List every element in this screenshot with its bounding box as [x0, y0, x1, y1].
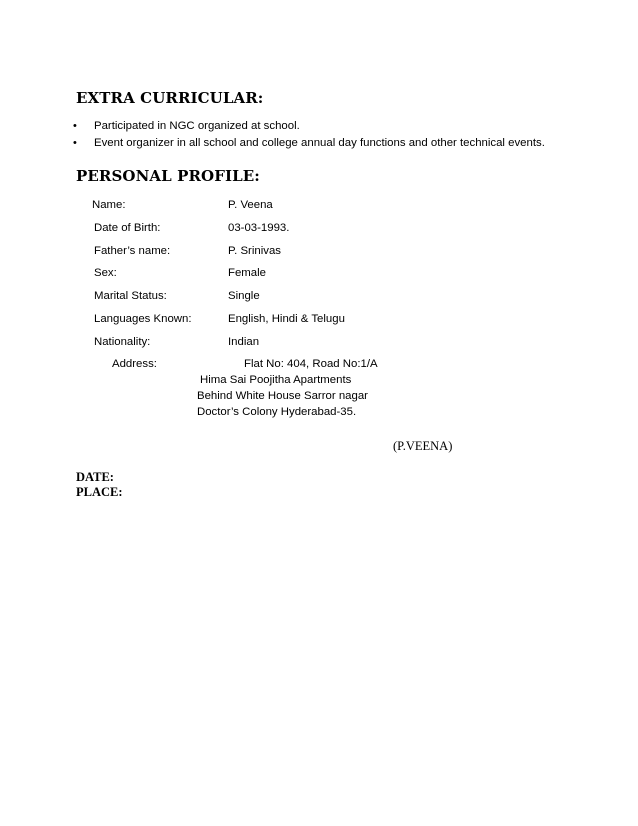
extra-curricular-list [64, 118, 545, 152]
profile-value: P. Srinivas [228, 245, 281, 257]
address-label: Address: [112, 358, 157, 370]
list-item-text: Event organizer in all school and college annual day functions and other technical events. [94, 137, 545, 149]
profile-value: P. Veena [228, 199, 273, 211]
list-item [64, 135, 545, 152]
place-label: PLACE: [76, 485, 123, 499]
address-line: Behind White House Sarror nagar [197, 390, 368, 402]
profile-label: Marital Status: [94, 290, 167, 302]
extra-curricular-heading: EXTRA CURRICULAR: [76, 89, 264, 107]
profile-label: Sex: [94, 267, 117, 279]
profile-value: Female [228, 267, 266, 279]
personal-profile-heading: PERSONAL PROFILE: [76, 167, 260, 185]
signature-name: (P.VEENA) [393, 439, 453, 453]
profile-label: Nationality: [94, 336, 151, 348]
profile-value: Indian [228, 336, 260, 348]
list-item-text: Participated in NGC organized at school. [94, 120, 300, 132]
list-item [64, 118, 545, 135]
bullet-icon: • [73, 120, 77, 132]
profile-label: Name: [92, 199, 126, 211]
address-line: Doctor’s Colony Hyderabad-35. [197, 406, 357, 418]
profile-value: Single [228, 290, 260, 302]
profile-label: Date of Birth: [94, 222, 161, 234]
profile-label: Languages Known: [94, 313, 192, 325]
address-line: Flat No: 404, Road No:1/A [244, 358, 378, 370]
profile-value: English, Hindi & Telugu [228, 313, 345, 325]
bullet-icon: • [73, 137, 77, 149]
profile-value: 03-03-1993. [228, 222, 290, 234]
address-line: Hima Sai Poojitha Apartments [200, 374, 352, 386]
profile-label: Father’s name: [94, 245, 171, 257]
date-label: DATE: [76, 470, 114, 484]
